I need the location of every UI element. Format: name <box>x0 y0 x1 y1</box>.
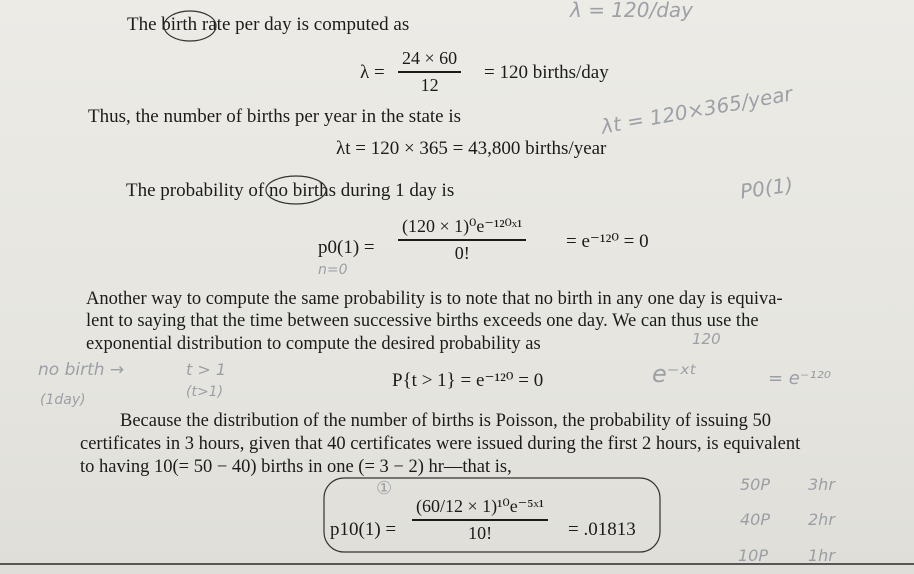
handwritten-note-circle-1: ① <box>376 478 393 499</box>
handwritten-note-2hr: 2hr <box>808 510 835 529</box>
fraction-denominator: 0! <box>454 242 470 263</box>
handwritten-note-50p: 50P <box>740 475 771 494</box>
text-line-certificates: certificates in 3 hours, given that 40 certificates were issued during the first 2 hours, is equivalent <box>80 434 801 454</box>
handwritten-note-no-birth: no birth → <box>38 360 125 380</box>
text-line-births-per-year: Thus, the number of births per year in the state is <box>88 106 462 127</box>
text-line-another-way: Another way to compute the same probability is to note that no birth in any one day is equiva- <box>86 289 783 309</box>
handwritten-note-40p: 40P <box>740 510 771 529</box>
fraction-denominator: 10! <box>468 522 493 543</box>
equation-p0-fraction <box>398 216 526 264</box>
handwritten-note-e-xt: e⁻ˣᵗ <box>652 360 698 388</box>
handwritten-note-120: 120 <box>692 330 721 348</box>
handwritten-note-n0: n=0 <box>318 262 348 278</box>
equation-p10-lhs: p10(1) = <box>330 519 397 540</box>
equation-p0-lhs: p0(1) = <box>318 237 375 258</box>
text-line-poisson: Because the distribution of the number of births is Poisson, the probability of issuing 50 <box>120 411 772 431</box>
fraction-numerator: (120 × 1)⁰e⁻¹²⁰ˣ¹ <box>402 216 523 236</box>
text-line-birth-rate: The birth rate per day is computed as <box>127 14 410 35</box>
equation-p10-fraction <box>412 496 548 544</box>
text-line-exponential: exponential distribution to compute the desired probability as <box>86 334 541 354</box>
fraction-numerator: 24 × 60 <box>402 48 458 68</box>
handwritten-note-e-120: = e⁻¹²⁰ <box>768 368 832 389</box>
handwritten-note-3hr: 3hr <box>808 475 835 494</box>
handwritten-note-t-gt-1-paren: (t>1) <box>186 384 224 400</box>
equation-p0-rhs: = e⁻¹²⁰ = 0 <box>566 231 649 252</box>
equation-p10-rhs: = .01813 <box>568 519 636 540</box>
fraction-numerator: (60/12 × 1)¹⁰e⁻⁵ˣ¹ <box>416 496 545 516</box>
fraction-denominator: 12 <box>420 74 439 95</box>
handwritten-note-p0: P0(1) <box>738 172 795 204</box>
equation-lambda-lhs: λ = <box>360 62 385 83</box>
handwritten-note-1day: (1day) <box>40 392 86 408</box>
handwritten-note-10p: 10P <box>738 546 769 565</box>
equation-lambda-rhs: = 120 births/day <box>484 62 609 83</box>
handwritten-note-rate: λ = 120/day <box>570 0 694 22</box>
text-line-having-10: to having 10(= 50 − 40) births in one (= 3 − 2) hr—that is, <box>80 457 512 477</box>
handwritten-note-1hr: 1hr <box>808 546 835 565</box>
equation-p-t-gt-1: P{t > 1} = e⁻¹²⁰ = 0 <box>392 370 544 391</box>
text-line-probability-no-births: The probability of no births during 1 day is <box>126 180 455 201</box>
equation-lambda-fraction <box>398 48 461 96</box>
handwritten-note-per-year: λt = 120×365/year <box>599 81 795 139</box>
text-line-equivalent: lent to saying that the time between successive births exceeds one day. We can thus use the <box>86 311 759 331</box>
handwritten-note-t-gt-1: t > 1 <box>186 360 227 379</box>
equation-lambda-t: λt = 120 × 365 = 43,800 births/year <box>336 138 607 159</box>
